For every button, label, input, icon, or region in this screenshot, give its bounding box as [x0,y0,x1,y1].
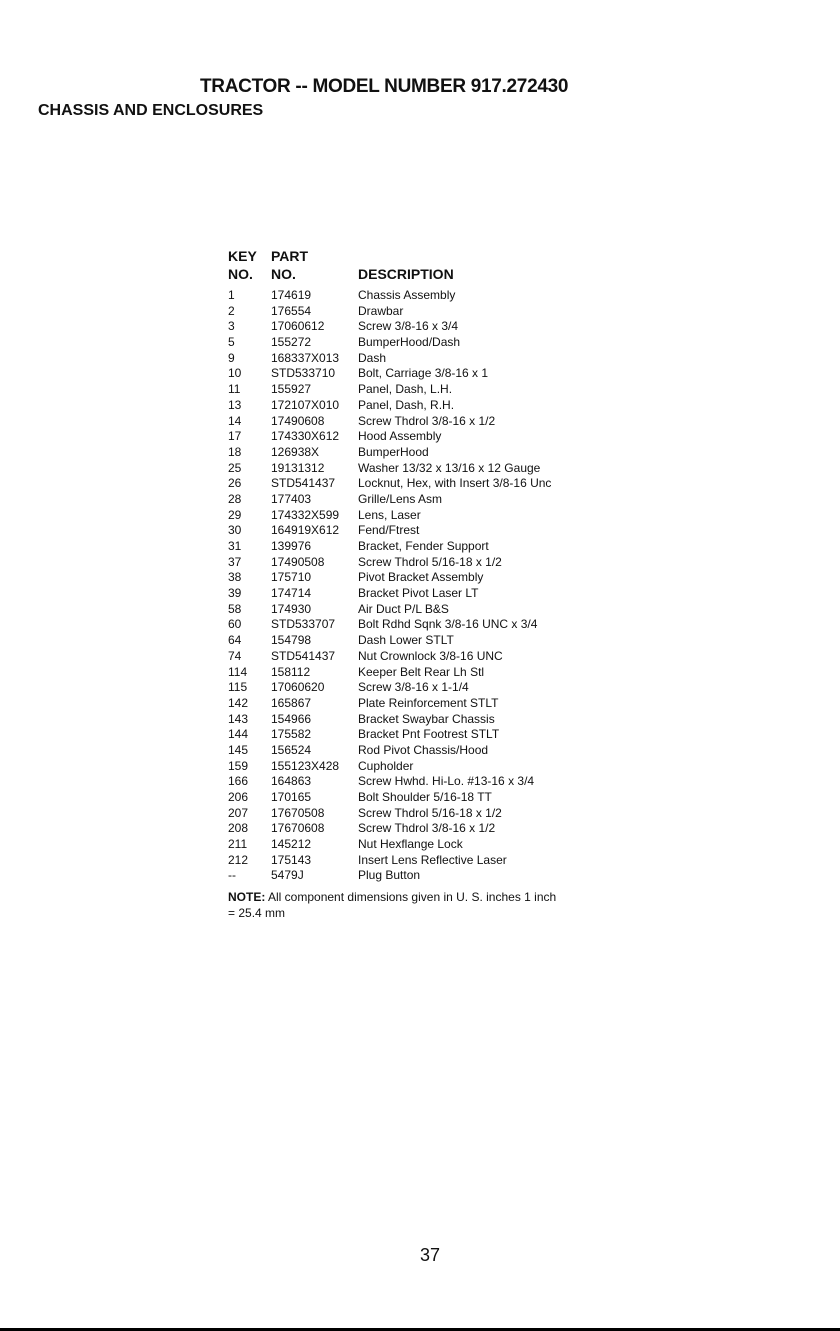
key-no: 30 [228,523,242,538]
part-description: Air Duct P/L B&S [358,601,449,616]
key-no: 13 [228,397,242,412]
key-no: 74 [228,648,242,663]
part-no: 176554 [271,303,312,318]
part-no: 126938X [271,444,320,459]
part-no: 175582 [271,727,312,742]
part-description: Bolt, Carriage 3/8-16 x 1 [358,366,489,381]
part-description: Screw Thdrol 5/16-18 x 1/2 [358,554,502,569]
part-no: 155927 [271,382,312,397]
part-no: STD533710 [271,366,336,381]
part-no: 139976 [271,539,312,553]
part-description: Plate Reinforcement STLT [358,695,499,710]
part-description: Hood Assembly [358,429,442,444]
key-no: 145 [228,742,249,757]
key-header: KEY [228,248,257,264]
part-no: 154966 [271,711,312,726]
key-no: 25 [228,460,242,475]
key-no: 1 [228,288,235,302]
key-no: 38 [228,570,242,585]
part-no: STD533707 [271,617,336,632]
part-description: Fend/Ftrest [358,523,420,538]
part-description: Keeper Belt Rear Lh Stl [358,664,485,679]
part-no-header: NO. [271,266,296,282]
part-no: 5479J [271,868,304,883]
key-no: 60 [228,617,242,632]
part-no: 19131312 [271,460,325,475]
key-no: 37 [228,554,242,569]
key-no: 114 [228,664,248,679]
part-description: Screw 3/8-16 x 1-1/4 [358,680,469,695]
part-description: Bracket Pivot Laser LT [358,586,479,601]
page-title: TRACTOR -- MODEL NUMBER 917.272430 [200,76,569,97]
part-no: 174330X612 [271,429,340,444]
part-no: 17060620 [271,680,325,695]
key-no: -- [228,868,236,883]
part-description: Bracket Swaybar Chassis [358,711,495,726]
note-text: All component dimensions given in U. S. inches 1 inch = 25.4 mm [228,890,557,920]
part-no: 165867 [271,695,312,710]
key-no: 2 [228,303,235,318]
part-description: Bolt Shoulder 5/16-18 TT [358,790,492,804]
part-no: 174619 [271,288,312,302]
part-no: STD541437 [271,648,336,663]
note-label: NOTE: [228,890,266,904]
key-no: 211 [228,837,248,852]
part-no: 174714 [271,586,312,601]
key-no: 10 [228,366,242,381]
part-no: 145212 [271,837,312,852]
key-no: 208 [228,821,249,836]
part-description: Screw Thdrol 5/16-18 x 1/2 [358,805,502,820]
key-no: 31 [228,539,242,553]
part-description: Rod Pivot Chassis/Hood [358,742,489,757]
section-title: CHASSIS AND ENCLOSURES [38,102,264,119]
part-header: PART [271,248,309,264]
key-no: 26 [228,476,242,491]
page-number: 37 [419,1245,441,1265]
key-no: 18 [228,444,242,459]
key-no: 115 [228,680,248,695]
key-no: 144 [228,727,249,742]
part-no: 164863 [271,774,312,789]
part-no: 17490508 [271,554,325,569]
part-description: Plug Button [358,868,421,883]
part-description: Bolt Rdhd Sqnk 3/8-16 UNC x 3/4 [358,617,538,632]
part-description: Pivot Bracket Assembly [358,570,484,585]
part-description: Bracket, Fender Support [358,539,489,553]
part-no: STD541437 [271,476,336,491]
key-no: 17 [228,429,242,444]
part-description: Screw Thdrol 3/8-16 x 1/2 [358,821,496,836]
part-description: Panel, Dash, R.H. [358,397,455,412]
description-header: DESCRIPTION [358,266,454,282]
part-description: Lens, Laser [358,507,421,522]
key-no: 9 [228,350,235,365]
part-no: 17490608 [271,413,325,428]
part-description: Dash [358,350,387,365]
key-no: 14 [228,413,242,428]
part-no: 174930 [271,601,312,616]
part-no: 174332X599 [271,507,340,522]
key-no: 207 [228,805,249,820]
note [228,889,558,921]
part-no: 175143 [271,852,312,867]
part-no: 158112 [271,664,311,679]
part-description: Nut Crownlock 3/8-16 UNC [358,648,503,663]
part-description: Washer 13/32 x 13/16 x 12 Gauge [358,460,541,475]
part-description: Drawbar [358,303,404,318]
key-no: 39 [228,586,242,601]
part-description: Screw Thdrol 3/8-16 x 1/2 [358,413,496,428]
part-no: 154798 [271,633,312,648]
key-no: 28 [228,491,242,506]
key-no: 11 [228,382,241,397]
part-description: Nut Hexflange Lock [358,837,463,852]
part-no: 168337X013 [271,350,340,365]
key-no: 206 [228,790,249,804]
key-no: 159 [228,758,249,773]
part-no: 155123X428 [271,758,340,773]
key-no: 166 [228,774,249,789]
key-no: 3 [228,319,235,334]
key-no: 143 [228,711,249,726]
key-no: 212 [228,852,249,867]
key-no: 29 [228,507,242,522]
key-no: 58 [228,601,242,616]
part-no: 17670608 [271,821,325,836]
part-no: 155272 [271,335,312,350]
key-no: 142 [228,695,249,710]
part-description: Dash Lower STLT [358,633,454,648]
part-description: Grille/Lens Asm [358,491,443,506]
part-description: Bracket Pnt Footrest STLT [358,727,500,742]
part-description: BumperHood [358,444,429,459]
key-no: 5 [228,335,235,350]
part-no: 156524 [271,742,312,757]
part-no: 175710 [271,570,312,585]
key-no: 64 [228,633,242,648]
part-no: 164919X612 [271,523,340,538]
part-no: 17670508 [271,805,325,820]
part-no: 170165 [271,790,312,804]
part-no: 172107X010 [271,397,340,412]
part-description: Screw 3/8-16 x 3/4 [358,319,459,334]
part-description: BumperHood/Dash [358,335,461,350]
part-description: Screw Hwhd. Hi-Lo. #13-16 x 3/4 [358,774,535,789]
key-no-header: NO. [228,266,253,282]
part-description: Insert Lens Reflective Laser [358,852,507,867]
part-description: Locknut, Hex, with Insert 3/8-16 Unc [358,476,552,491]
part-no: 177403 [271,491,312,506]
part-description: Panel, Dash, L.H. [358,382,453,397]
part-no: 17060612 [271,319,325,334]
part-description: Chassis Assembly [358,288,456,302]
part-description: Cupholder [358,758,414,773]
